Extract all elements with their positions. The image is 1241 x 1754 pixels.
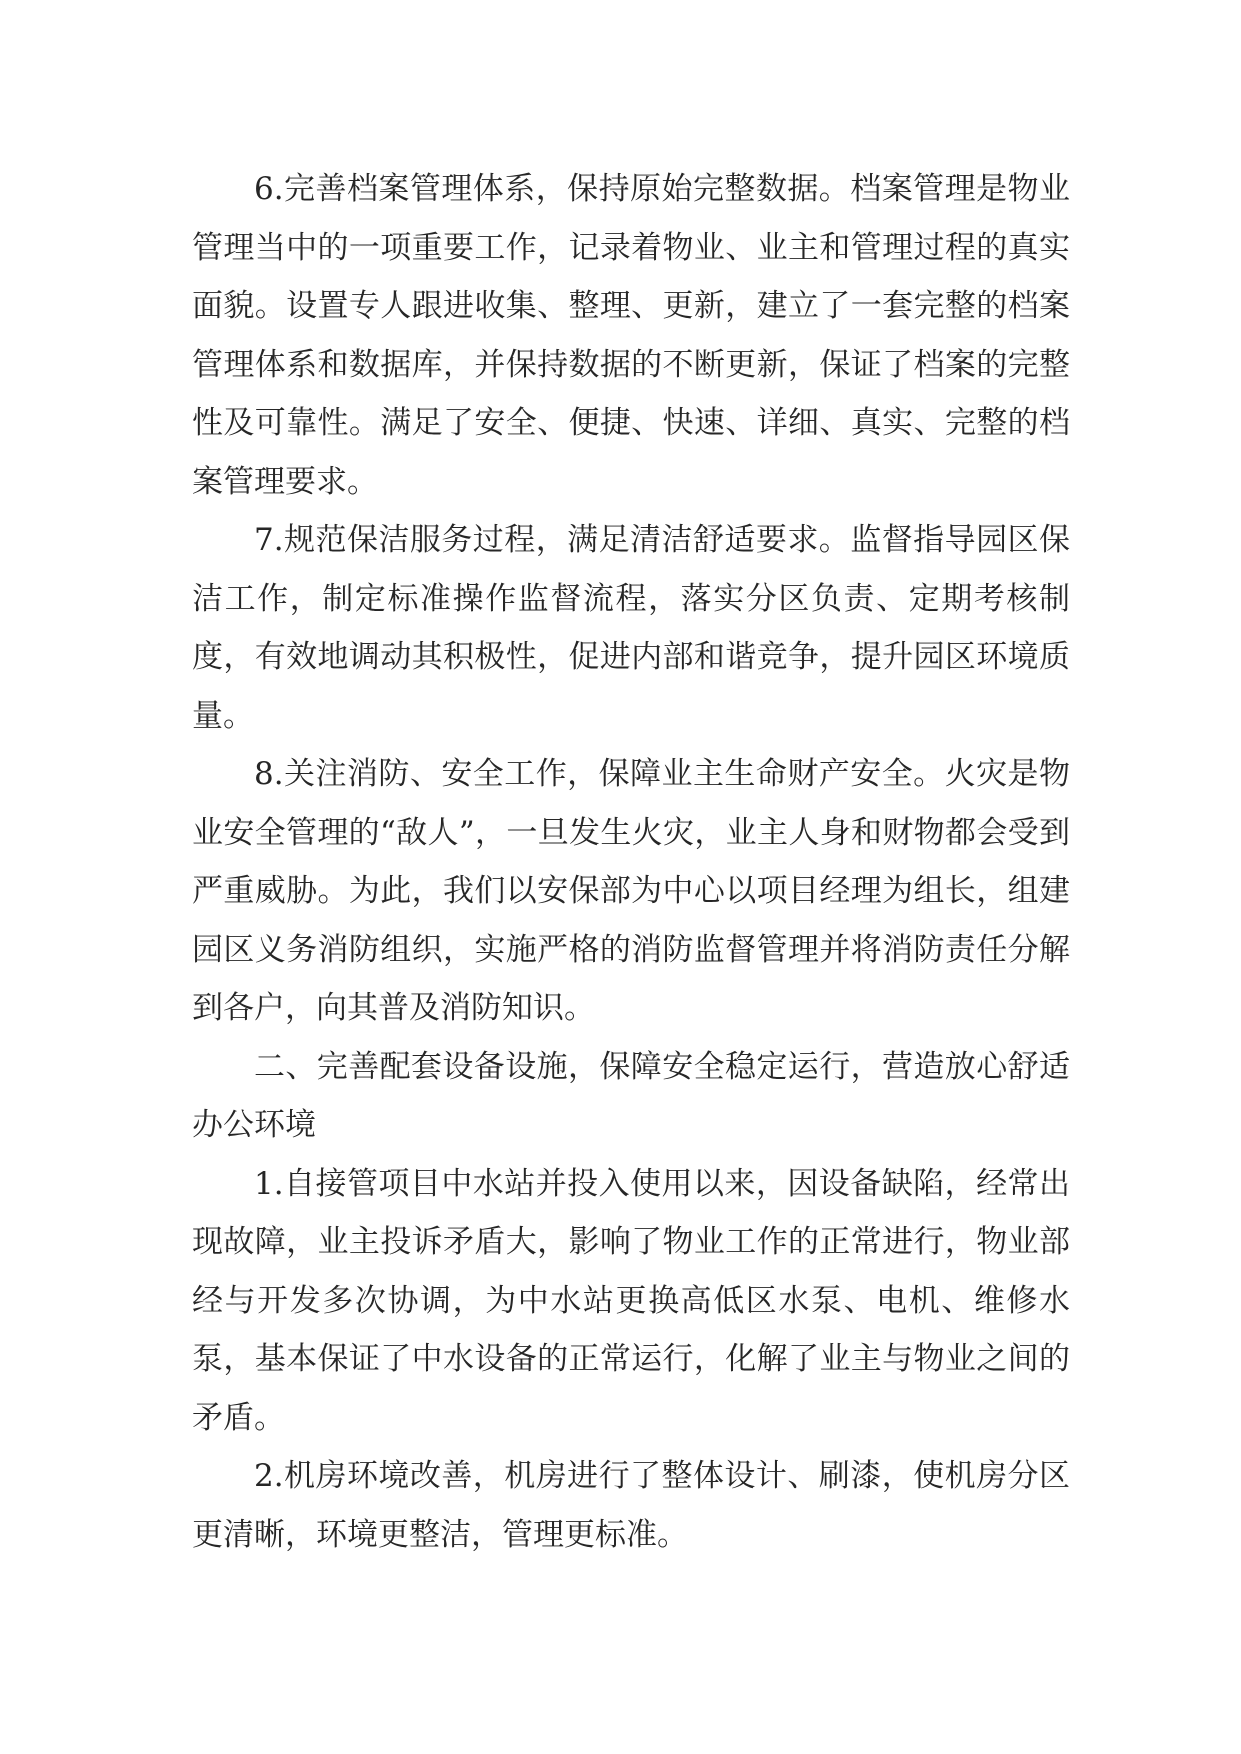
document-body xyxy=(192,160,1070,1564)
paragraph-cleaning-service: 7.规范保洁服务过程，满足清洁舒适要求。监督指导园区保洁工作，制定标准操作监督流程，落实分区负责、定期考核制度，有效地调动其积极性，促进内部和谐竞争，提升园区环境质量。 xyxy=(192,522,1070,734)
paragraph-archive-management: 6.完善档案管理体系，保持原始完整数据。档案管理是物业管理当中的一项重要工作，记录着物业、业主和管理过程的真实面貌。设置专人跟进收集、整理、更新，建立了一套完整的档案管理体系和数据库，并保持数据的不断更新，保证了档案的完整性及可靠性。满足了安全、便捷、快速、详细、真实、完整的档案管理要求。 xyxy=(192,171,1070,500)
paragraph-machine-room: 2.机房环境改善，机房进行了整体设计、刷漆，使机房分区更清晰，环境更整洁，管理更标准。 xyxy=(192,1458,1070,1553)
paragraph-fire-safety: 8.关注消防、安全工作，保障业主生命财产安全。火灾是物业安全管理的“敌人”，一旦发生火灾，业主人身和财物都会受到严重威胁。为此，我们以安保部为中心以项目经理为组长，组建园区义务消防组织，实施严格的消防监督管理并将消防责任分解到各户，向其普及消防知识。 xyxy=(192,756,1070,1026)
paragraph-water-station: 1.自接管项目中水站并投入使用以来，因设备缺陷，经常出现故障，业主投诉矛盾大，影响了物业工作的正常进行，物业部经与开发多次协调，为中水站更换高低区水泵、电机、维修水泵，基本保证了中水设备的正常运行，化解了业主与物业之间的矛盾。 xyxy=(192,1165,1070,1436)
section-heading-facilities: 二、完善配套设备设施，保障安全稳定运行，营造放心舒适办公环境 xyxy=(192,1048,1070,1143)
